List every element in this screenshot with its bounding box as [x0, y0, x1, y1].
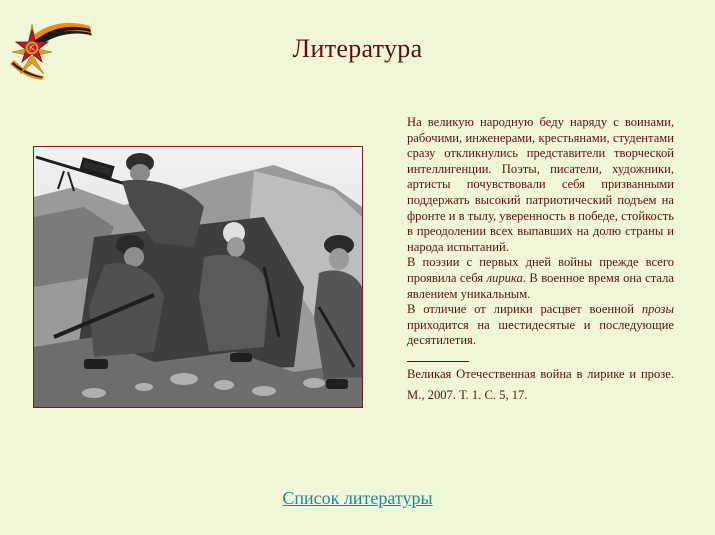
page-title: Литература: [292, 34, 423, 63]
bibliography-link-container: [0, 488, 715, 509]
article-paragraph-2: В поэзии с первых дней войны прежде всего проявила себя лирика. В военное время она стала явлением уникальным.: [407, 255, 674, 301]
footnote-divider: [407, 361, 469, 362]
article-paragraph-3: В отличие от лирики расцвет военной прозы приходится на шестидесятые и последующие десятилетия.: [407, 302, 674, 348]
bibliography-link[interactable]: Список литературы: [282, 488, 433, 508]
source-citation: Великая Отечественная война в лирике и прозе. М., 2007. Т. 1. С. 5, 17.: [407, 366, 674, 402]
article-text: [407, 115, 674, 406]
article-paragraph-1: На великую народную беду наряду с воинами, рабочими, инженерами, крестьянами, студентами сразу откликнулись представители творческой интеллигенции. Поэты, писатели, художники, артисты почувствовали себя призванными поддержать высокий патриотический подъем на фронте и в тылу, уверенность в победе, стойкость в преодолении всех выпавших на долю страны и народа испытаний.: [407, 115, 675, 254]
wwii-soldiers-photo: [33, 146, 363, 408]
